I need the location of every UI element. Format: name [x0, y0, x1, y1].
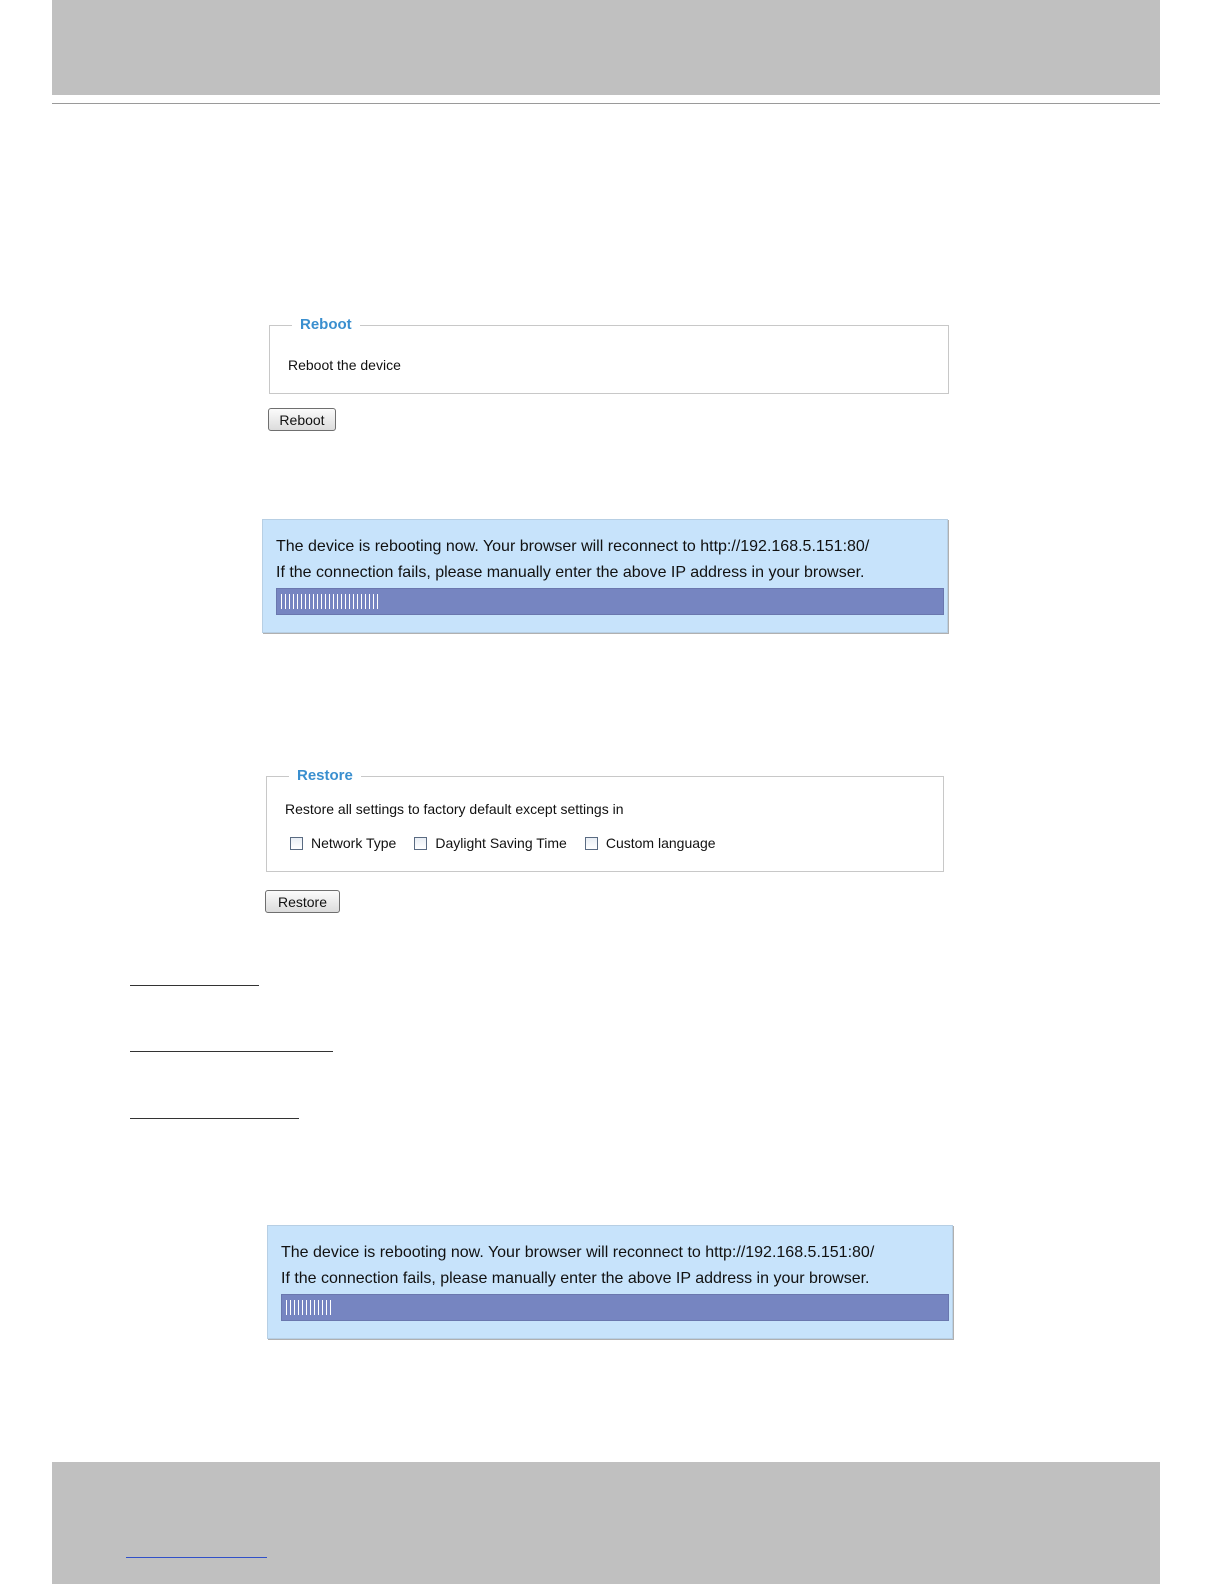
reboot-legend: Reboot — [292, 316, 360, 333]
reboot-progress-fill — [281, 594, 380, 609]
page-header-band — [52, 0, 1160, 95]
restore-notice-line1: The device is rebooting now. Your browser will reconnect to http://192.168.5.151:80/ — [281, 1244, 875, 1261]
custom-language-checkbox[interactable] — [585, 837, 598, 850]
restore-progress-fill — [286, 1300, 332, 1315]
link-underline-1[interactable] — [130, 985, 259, 986]
link-underline-2[interactable] — [130, 1051, 333, 1052]
reboot-progress-bar — [276, 588, 944, 615]
restore-button[interactable]: Restore — [265, 890, 340, 913]
restore-notice-line2: If the connection fails, please manually enter the above IP address in your browser. — [281, 1270, 870, 1287]
custom-language-label: Custom language — [605, 835, 716, 851]
reboot-notice-line2: If the connection fails, please manually enter the above IP address in your browser. — [276, 564, 865, 581]
link-underline-3[interactable] — [130, 1118, 299, 1119]
daylight-saving-option[interactable] — [414, 835, 567, 851]
daylight-saving-checkbox[interactable] — [414, 837, 427, 850]
reboot-description: Reboot the device — [288, 357, 401, 373]
restore-options — [290, 835, 734, 851]
reboot-notice — [262, 519, 948, 633]
restore-progress-bar — [281, 1294, 949, 1321]
restore-group — [266, 767, 944, 872]
custom-language-option[interactable] — [585, 835, 716, 851]
footer-link-underline[interactable] — [126, 1557, 267, 1558]
header-divider — [52, 103, 1160, 104]
reboot-group — [269, 316, 949, 394]
restore-description: Restore all settings to factory default except settings in — [285, 801, 624, 817]
restore-notice — [267, 1225, 953, 1339]
restore-legend: Restore — [289, 767, 361, 784]
daylight-saving-label: Daylight Saving Time — [435, 835, 567, 851]
page-footer-band — [52, 1462, 1160, 1584]
network-type-option[interactable] — [290, 835, 396, 851]
reboot-button[interactable]: Reboot — [268, 408, 336, 431]
network-type-label: Network Type — [311, 835, 397, 851]
network-type-checkbox[interactable] — [290, 837, 303, 850]
reboot-notice-line1: The device is rebooting now. Your browser will reconnect to http://192.168.5.151:80/ — [276, 538, 870, 555]
